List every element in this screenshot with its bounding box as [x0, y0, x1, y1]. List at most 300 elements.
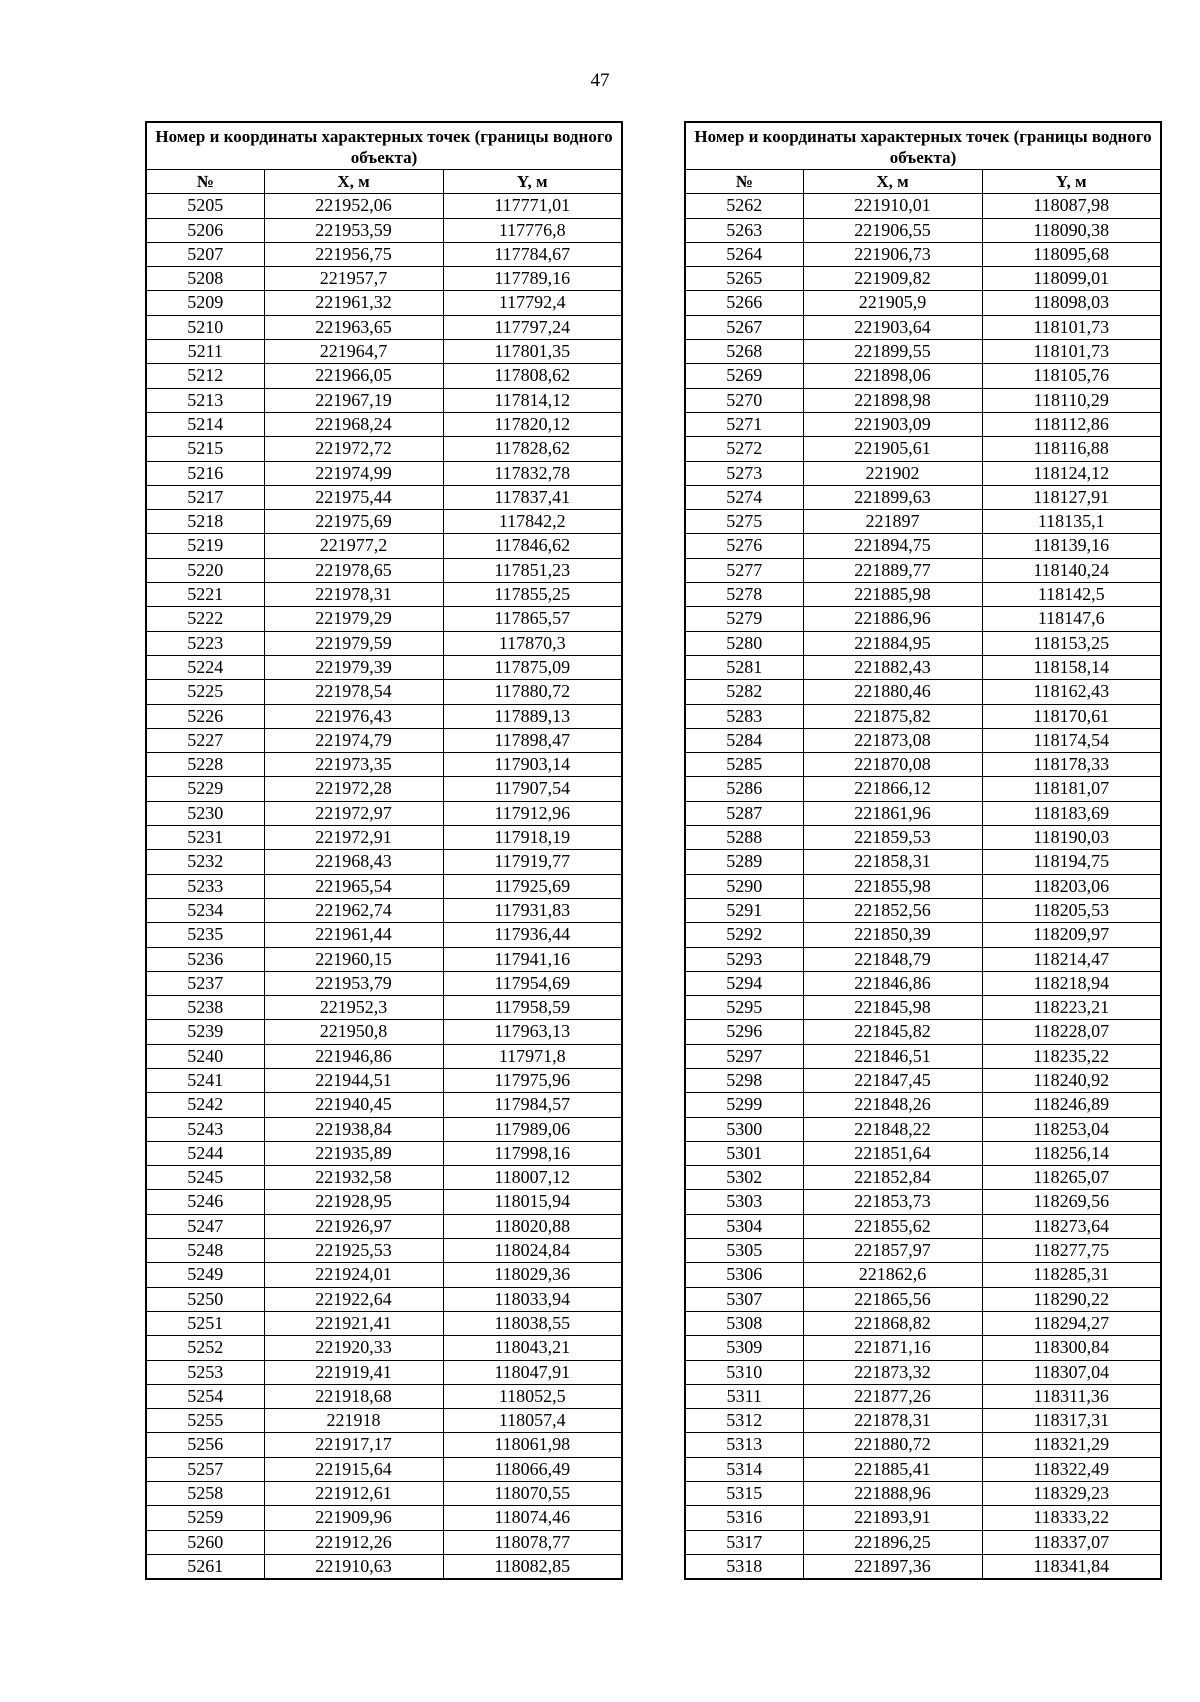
cell-x: 221905,61 [803, 437, 982, 461]
cell-y: 118181,07 [982, 777, 1161, 801]
table-row [685, 728, 1161, 752]
cell-x: 221924,01 [264, 1263, 443, 1287]
table-row [685, 1311, 1161, 1335]
cell-y: 117784,67 [443, 242, 622, 266]
cell-number: 5249 [146, 1263, 264, 1287]
cell-y: 118105,76 [982, 364, 1161, 388]
cell-x: 221873,08 [803, 728, 982, 752]
cell-x: 221880,46 [803, 680, 982, 704]
cell-x: 221902 [803, 461, 982, 485]
cell-x: 221857,97 [803, 1239, 982, 1263]
table-row [685, 704, 1161, 728]
cell-x: 221859,53 [803, 826, 982, 850]
table-row [146, 947, 622, 971]
cell-y: 118101,73 [982, 340, 1161, 364]
cell-y: 118153,25 [982, 631, 1161, 655]
table-row [685, 655, 1161, 679]
cell-y: 117889,13 [443, 704, 622, 728]
cell-x: 221962,74 [264, 898, 443, 922]
cell-y: 118209,97 [982, 923, 1161, 947]
cell-number: 5259 [146, 1506, 264, 1530]
cell-y: 118240,92 [982, 1068, 1161, 1092]
cell-number: 5229 [146, 777, 264, 801]
table-row [146, 1530, 622, 1554]
cell-y: 118256,14 [982, 1141, 1161, 1165]
table-row [146, 242, 622, 266]
cell-number: 5292 [685, 923, 803, 947]
table-row [146, 655, 622, 679]
cell-x: 221935,89 [264, 1141, 443, 1165]
cell-y: 117958,59 [443, 996, 622, 1020]
table-row [146, 412, 622, 436]
cell-x: 221966,05 [264, 364, 443, 388]
cell-x: 221918,68 [264, 1384, 443, 1408]
cell-x: 221925,53 [264, 1239, 443, 1263]
table-row [685, 267, 1161, 291]
cell-number: 5216 [146, 461, 264, 485]
cell-y: 118183,69 [982, 801, 1161, 825]
cell-y: 118087,98 [982, 194, 1161, 218]
cell-number: 5284 [685, 728, 803, 752]
cell-x: 221897,36 [803, 1554, 982, 1579]
cell-number: 5243 [146, 1117, 264, 1141]
cell-y: 118214,47 [982, 947, 1161, 971]
cell-y: 118052,5 [443, 1384, 622, 1408]
cell-number: 5288 [685, 826, 803, 850]
cell-number: 5242 [146, 1093, 264, 1117]
cell-x: 221853,73 [803, 1190, 982, 1214]
cell-x: 221912,26 [264, 1530, 443, 1554]
cell-number: 5283 [685, 704, 803, 728]
cell-x: 221979,59 [264, 631, 443, 655]
table-row [685, 1554, 1161, 1579]
table-row [685, 485, 1161, 509]
table-row [685, 1457, 1161, 1481]
cell-y: 117814,12 [443, 388, 622, 412]
table-row [146, 923, 622, 947]
cell-x: 221898,98 [803, 388, 982, 412]
cell-number: 5263 [685, 218, 803, 242]
cell-number: 5318 [685, 1554, 803, 1579]
cell-x: 221888,96 [803, 1482, 982, 1506]
cell-number: 5212 [146, 364, 264, 388]
table-row [146, 267, 622, 291]
cell-number: 5311 [685, 1384, 803, 1408]
table-row [146, 801, 622, 825]
cell-number: 5302 [685, 1166, 803, 1190]
cell-number: 5274 [685, 485, 803, 509]
cell-number: 5230 [146, 801, 264, 825]
cell-number: 5291 [685, 898, 803, 922]
table-row [685, 947, 1161, 971]
table-row [685, 364, 1161, 388]
cell-x: 221870,08 [803, 753, 982, 777]
cell-x: 221899,55 [803, 340, 982, 364]
cell-number: 5218 [146, 510, 264, 534]
table-row [146, 388, 622, 412]
cell-x: 221878,31 [803, 1409, 982, 1433]
table-row [146, 607, 622, 631]
cell-y: 117842,2 [443, 510, 622, 534]
cell-y: 117898,47 [443, 728, 622, 752]
cell-number: 5215 [146, 437, 264, 461]
cell-x: 221909,82 [803, 267, 982, 291]
cell-y: 117792,4 [443, 291, 622, 315]
cell-x: 221871,16 [803, 1336, 982, 1360]
cell-y: 118341,84 [982, 1554, 1161, 1579]
cell-x: 221968,43 [264, 850, 443, 874]
cell-x: 221903,09 [803, 412, 982, 436]
cell-number: 5289 [685, 850, 803, 874]
cell-x: 221851,64 [803, 1141, 982, 1165]
cell-number: 5241 [146, 1068, 264, 1092]
cell-y: 117875,09 [443, 655, 622, 679]
cell-y: 118135,1 [982, 510, 1161, 534]
cell-x: 221909,96 [264, 1506, 443, 1530]
table-row [685, 1530, 1161, 1554]
table-row [146, 558, 622, 582]
cell-number: 5306 [685, 1263, 803, 1287]
cell-number: 5223 [146, 631, 264, 655]
cell-y: 118020,88 [443, 1214, 622, 1238]
cell-number: 5294 [685, 971, 803, 995]
cell-number: 5226 [146, 704, 264, 728]
cell-y: 118038,55 [443, 1311, 622, 1335]
table-row [685, 996, 1161, 1020]
table-row [146, 1433, 622, 1457]
cell-y: 118228,07 [982, 1020, 1161, 1044]
cell-number: 5253 [146, 1360, 264, 1384]
cell-y: 118070,55 [443, 1482, 622, 1506]
cell-number: 5301 [685, 1141, 803, 1165]
table-row [146, 898, 622, 922]
cell-x: 221882,43 [803, 655, 982, 679]
cell-number: 5207 [146, 242, 264, 266]
table-row [146, 218, 622, 242]
table-row [685, 583, 1161, 607]
cell-number: 5265 [685, 267, 803, 291]
cell-y: 117789,16 [443, 267, 622, 291]
table-row [685, 1214, 1161, 1238]
cell-x: 221920,33 [264, 1336, 443, 1360]
table-row [685, 1336, 1161, 1360]
cell-x: 221910,01 [803, 194, 982, 218]
cell-y: 118139,16 [982, 534, 1161, 558]
table-row [685, 194, 1161, 218]
cell-x: 221957,7 [264, 267, 443, 291]
table-row [685, 753, 1161, 777]
table-row [146, 753, 622, 777]
table-row [146, 1263, 622, 1287]
cell-y: 118082,85 [443, 1554, 622, 1579]
column-header-y: Y, м [443, 170, 622, 194]
cell-y: 117907,54 [443, 777, 622, 801]
cell-number: 5316 [685, 1506, 803, 1530]
column-header-x: X, м [264, 170, 443, 194]
cell-y: 118015,94 [443, 1190, 622, 1214]
table-row [146, 1409, 622, 1433]
cell-y: 118311,36 [982, 1384, 1161, 1408]
cell-y: 118190,03 [982, 826, 1161, 850]
cell-number: 5300 [685, 1117, 803, 1141]
cell-number: 5317 [685, 1530, 803, 1554]
cell-y: 118170,61 [982, 704, 1161, 728]
cell-y: 117971,8 [443, 1044, 622, 1068]
table-row [685, 801, 1161, 825]
table-row [146, 1482, 622, 1506]
cell-number: 5222 [146, 607, 264, 631]
cell-x: 221917,17 [264, 1433, 443, 1457]
cell-number: 5240 [146, 1044, 264, 1068]
cell-y: 117936,44 [443, 923, 622, 947]
cell-number: 5287 [685, 801, 803, 825]
table-row [146, 291, 622, 315]
cell-number: 5296 [685, 1020, 803, 1044]
cell-number: 5257 [146, 1457, 264, 1481]
table-row [146, 340, 622, 364]
table-row [685, 680, 1161, 704]
cell-x: 221845,82 [803, 1020, 982, 1044]
table-row [685, 340, 1161, 364]
cell-y: 117855,25 [443, 583, 622, 607]
cell-number: 5260 [146, 1530, 264, 1554]
cell-x: 221921,41 [264, 1311, 443, 1335]
cell-number: 5220 [146, 558, 264, 582]
cell-x: 221877,26 [803, 1384, 982, 1408]
cell-number: 5275 [685, 510, 803, 534]
cell-x: 221866,12 [803, 777, 982, 801]
table-row [146, 1214, 622, 1238]
cell-number: 5303 [685, 1190, 803, 1214]
table-row [146, 728, 622, 752]
cell-number: 5280 [685, 631, 803, 655]
cell-x: 221964,7 [264, 340, 443, 364]
cell-x: 221884,95 [803, 631, 982, 655]
table-row [146, 1068, 622, 1092]
cell-x: 221848,22 [803, 1117, 982, 1141]
cell-x: 221928,95 [264, 1190, 443, 1214]
cell-number: 5219 [146, 534, 264, 558]
cell-number: 5221 [146, 583, 264, 607]
table-row [685, 1190, 1161, 1214]
cell-y: 118061,98 [443, 1433, 622, 1457]
cell-number: 5293 [685, 947, 803, 971]
cell-y: 118124,12 [982, 461, 1161, 485]
cell-y: 117880,72 [443, 680, 622, 704]
cell-x: 221938,84 [264, 1117, 443, 1141]
table-row [146, 1190, 622, 1214]
cell-number: 5264 [685, 242, 803, 266]
cell-y: 117828,62 [443, 437, 622, 461]
cell-x: 221961,32 [264, 291, 443, 315]
cell-x: 221953,59 [264, 218, 443, 242]
cell-number: 5238 [146, 996, 264, 1020]
cell-y: 118112,86 [982, 412, 1161, 436]
cell-x: 221885,41 [803, 1457, 982, 1481]
table-row [685, 923, 1161, 947]
cell-x: 221899,63 [803, 485, 982, 509]
cell-y: 118329,23 [982, 1482, 1161, 1506]
table-row [146, 1506, 622, 1530]
cell-number: 5245 [146, 1166, 264, 1190]
cell-number: 5239 [146, 1020, 264, 1044]
cell-x: 221963,65 [264, 315, 443, 339]
cell-number: 5209 [146, 291, 264, 315]
cell-y: 117925,69 [443, 874, 622, 898]
table-row [146, 1093, 622, 1117]
cell-number: 5269 [685, 364, 803, 388]
cell-x: 221897 [803, 510, 982, 534]
cell-x: 221974,99 [264, 461, 443, 485]
cell-x: 221973,35 [264, 753, 443, 777]
cell-y: 118246,89 [982, 1093, 1161, 1117]
cell-y: 117808,62 [443, 364, 622, 388]
cell-y: 118290,22 [982, 1287, 1161, 1311]
table-row [685, 1287, 1161, 1311]
cell-number: 5313 [685, 1433, 803, 1457]
cell-y: 118162,43 [982, 680, 1161, 704]
cell-x: 221875,82 [803, 704, 982, 728]
cell-y: 118194,75 [982, 850, 1161, 874]
cell-number: 5305 [685, 1239, 803, 1263]
cell-y: 118029,36 [443, 1263, 622, 1287]
cell-number: 5266 [685, 291, 803, 315]
cell-number: 5268 [685, 340, 803, 364]
cell-x: 221861,96 [803, 801, 982, 825]
cell-x: 221919,41 [264, 1360, 443, 1384]
cell-y: 118322,49 [982, 1457, 1161, 1481]
cell-x: 221852,56 [803, 898, 982, 922]
cell-y: 118007,12 [443, 1166, 622, 1190]
cell-x: 221905,9 [803, 291, 982, 315]
table-row [685, 1409, 1161, 1433]
table-row [146, 1239, 622, 1263]
cell-number: 5285 [685, 753, 803, 777]
cell-y: 117918,19 [443, 826, 622, 850]
table-row [685, 1239, 1161, 1263]
table-row [146, 364, 622, 388]
table-row [146, 1360, 622, 1384]
cell-y: 118074,46 [443, 1506, 622, 1530]
cell-x: 221896,25 [803, 1530, 982, 1554]
table-body [146, 194, 622, 1579]
cell-x: 221873,32 [803, 1360, 982, 1384]
cell-y: 118090,38 [982, 218, 1161, 242]
coordinates-table-right [684, 121, 1162, 1580]
table-row [146, 971, 622, 995]
table-row [685, 1141, 1161, 1165]
cell-x: 221906,55 [803, 218, 982, 242]
table-row [685, 291, 1161, 315]
cell-y: 117797,24 [443, 315, 622, 339]
cell-y: 118235,22 [982, 1044, 1161, 1068]
cell-x: 221953,79 [264, 971, 443, 995]
cell-y: 118101,73 [982, 315, 1161, 339]
table-row [146, 1287, 622, 1311]
cell-y: 117771,01 [443, 194, 622, 218]
cell-number: 5247 [146, 1214, 264, 1238]
table-row [146, 874, 622, 898]
cell-number: 5232 [146, 850, 264, 874]
cell-x: 221845,98 [803, 996, 982, 1020]
cell-y: 118273,64 [982, 1214, 1161, 1238]
cell-y: 118294,27 [982, 1311, 1161, 1335]
cell-y: 118047,91 [443, 1360, 622, 1384]
cell-y: 118203,06 [982, 874, 1161, 898]
cell-x: 221886,96 [803, 607, 982, 631]
cell-y: 118174,54 [982, 728, 1161, 752]
cell-x: 221950,8 [264, 1020, 443, 1044]
table-row [685, 1384, 1161, 1408]
table-row [146, 996, 622, 1020]
cell-number: 5248 [146, 1239, 264, 1263]
cell-x: 221893,91 [803, 1506, 982, 1530]
table-row [685, 461, 1161, 485]
cell-x: 221976,43 [264, 704, 443, 728]
table-row [685, 1506, 1161, 1530]
table-row [146, 631, 622, 655]
cell-y: 117984,57 [443, 1093, 622, 1117]
cell-x: 221952,06 [264, 194, 443, 218]
cell-x: 221932,58 [264, 1166, 443, 1190]
cell-x: 221922,64 [264, 1287, 443, 1311]
column-header-y: Y, м [982, 170, 1161, 194]
table-row [146, 461, 622, 485]
cell-x: 221926,97 [264, 1214, 443, 1238]
cell-y: 118253,04 [982, 1117, 1161, 1141]
cell-y: 117776,8 [443, 218, 622, 242]
cell-y: 118307,04 [982, 1360, 1161, 1384]
cell-x: 221898,06 [803, 364, 982, 388]
table-row [685, 1068, 1161, 1092]
cell-number: 5310 [685, 1360, 803, 1384]
cell-number: 5237 [146, 971, 264, 995]
cell-x: 221918 [264, 1409, 443, 1433]
table-row [146, 1457, 622, 1481]
cell-x: 221865,56 [803, 1287, 982, 1311]
cell-x: 221912,61 [264, 1482, 443, 1506]
cell-number: 5225 [146, 680, 264, 704]
cell-number: 5295 [685, 996, 803, 1020]
cell-number: 5224 [146, 655, 264, 679]
cell-y: 117954,69 [443, 971, 622, 995]
cell-x: 221855,98 [803, 874, 982, 898]
cell-number: 5228 [146, 753, 264, 777]
cell-x: 221906,73 [803, 242, 982, 266]
cell-x: 221979,39 [264, 655, 443, 679]
table-row [685, 826, 1161, 850]
cell-y: 118300,84 [982, 1336, 1161, 1360]
cell-number: 5281 [685, 655, 803, 679]
cell-number: 5279 [685, 607, 803, 631]
cell-number: 5246 [146, 1190, 264, 1214]
cell-number: 5309 [685, 1336, 803, 1360]
cell-x: 221889,77 [803, 558, 982, 582]
cell-y: 117931,83 [443, 898, 622, 922]
cell-y: 118033,94 [443, 1287, 622, 1311]
cell-number: 5208 [146, 267, 264, 291]
cell-number: 5252 [146, 1336, 264, 1360]
cell-x: 221848,79 [803, 947, 982, 971]
cell-x: 221975,69 [264, 510, 443, 534]
cell-x: 221858,31 [803, 850, 982, 874]
cell-x: 221940,45 [264, 1093, 443, 1117]
cell-y: 118223,21 [982, 996, 1161, 1020]
cell-x: 221975,44 [264, 485, 443, 509]
cell-y: 117851,23 [443, 558, 622, 582]
cell-x: 221972,72 [264, 437, 443, 461]
cell-y: 118116,88 [982, 437, 1161, 461]
